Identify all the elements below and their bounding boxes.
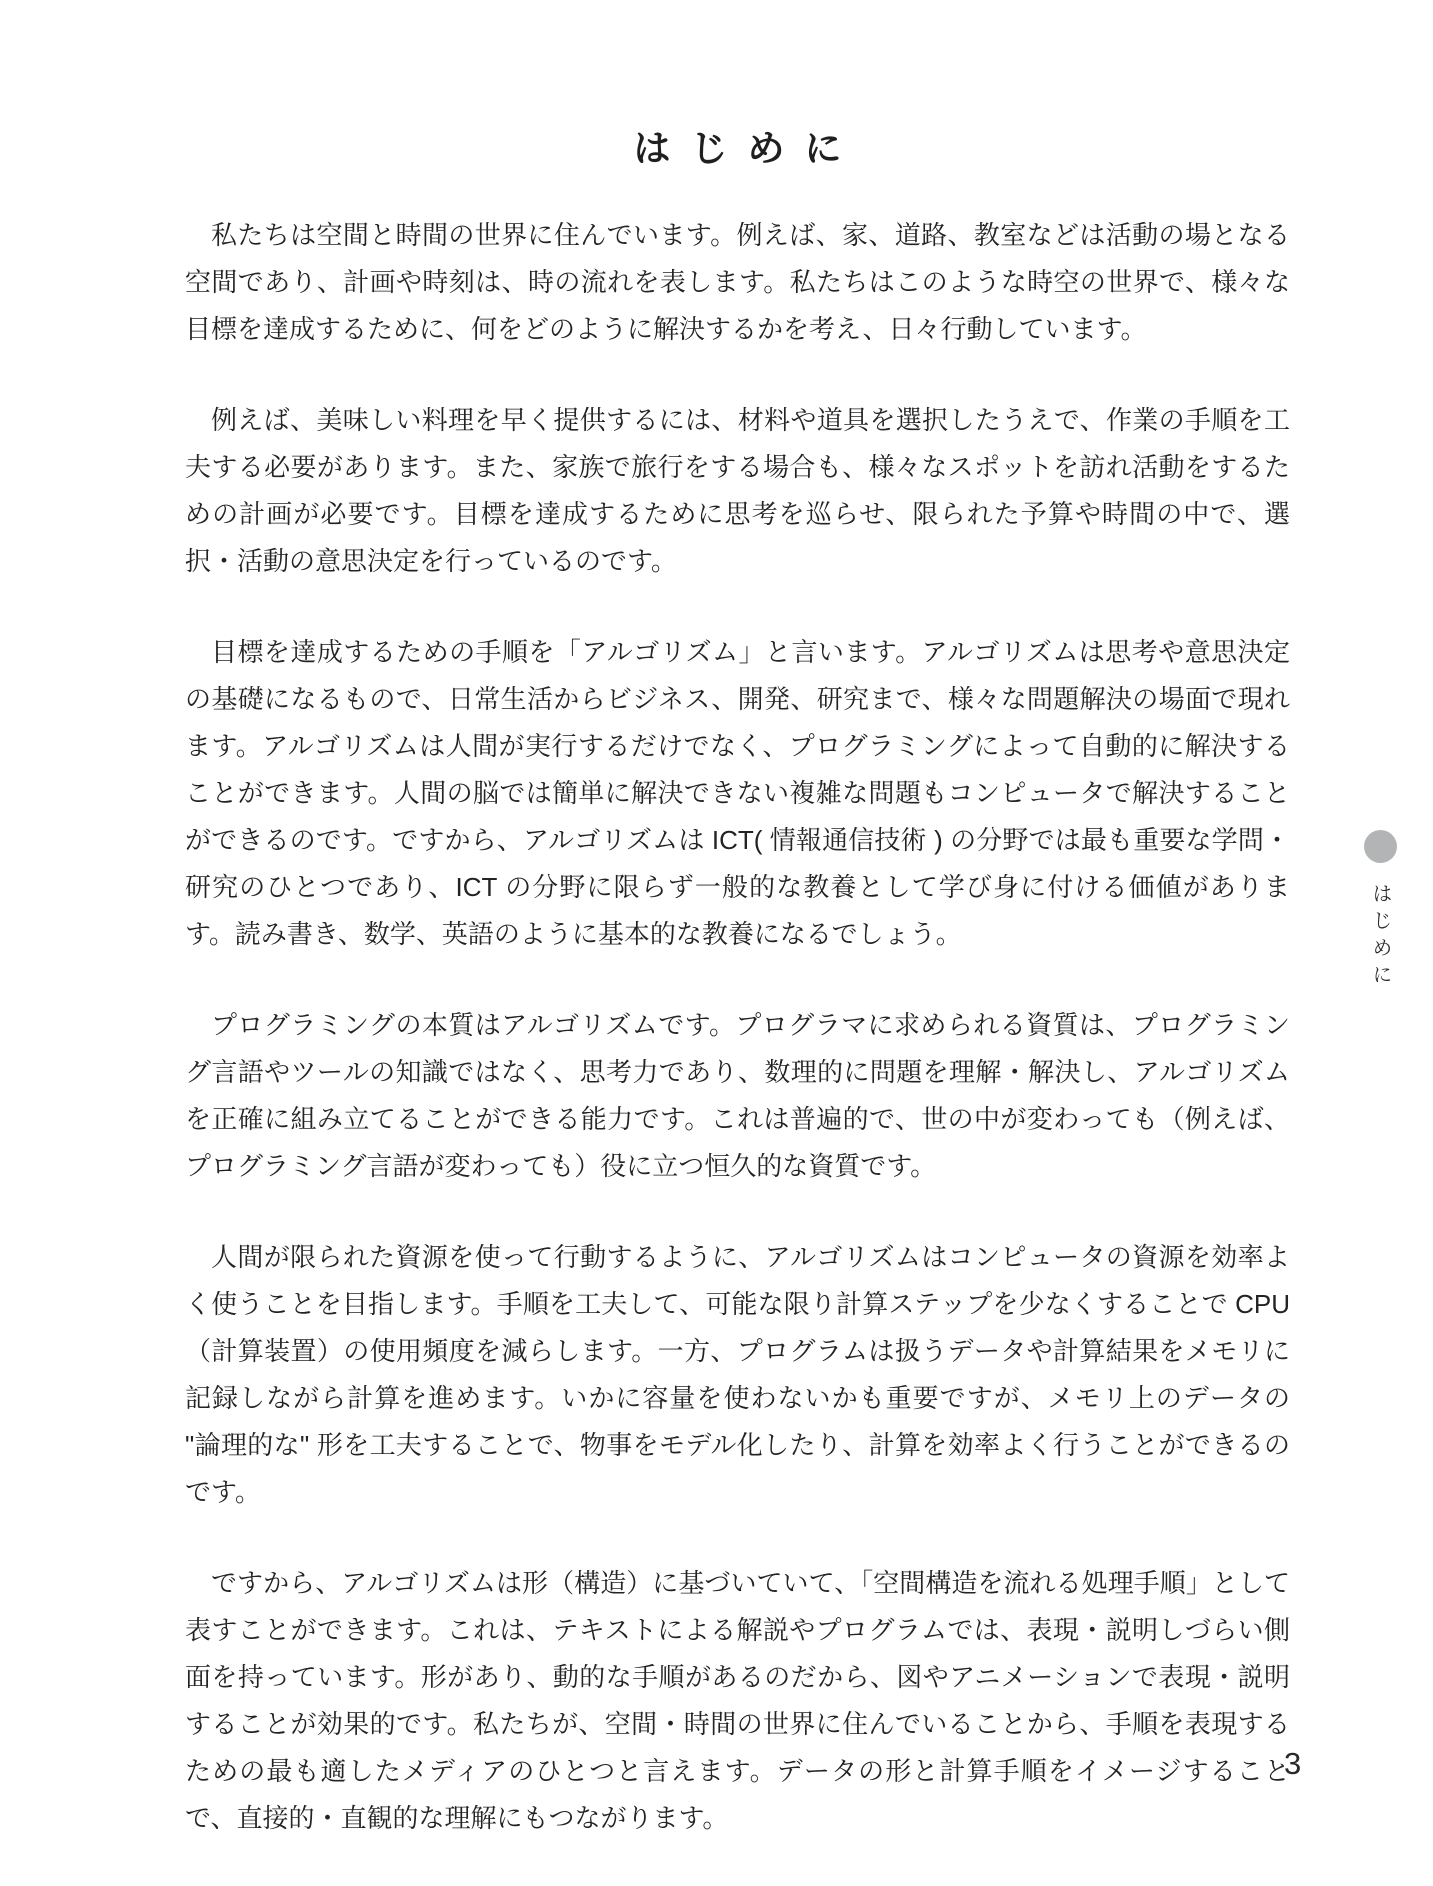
page-number: 3 [1284,1746,1302,1781]
paragraph-6: ですから、アルゴリズムは形（構造）に基づいていて、「空間構造を流れる処理手順」として表すことができます。これは、テキストによる解説やプログラムでは、表現・説明しづらい側面を持っています。形があり、動的な手順があるのだから、図やアニメーションで表現・説明することが効果的です。私たちが、空間・時間の世界に住んでいることから、手順を表現するための最も適したメディアのひとつと言えます。データの形と計算手順をイメージすることで、直接的・直観的な理解にもつながります。 [185,1568,1290,1833]
paragraph-4: プログラミングの本質はアルゴリズムです。プログラマに求められる資質は、プログラミング言語やツールの知識ではなく、思考力であり、数理的に問題を理解・解決し、アルゴリズムを正確に組み立てることができる能力です。これは普遍的で、世の中が変わっても（例えば、プログラミング言語が変わっても）役に立つ恒久的な資質です。 [185,1010,1290,1181]
page-body [185,118,1290,1886]
section-dot-icon [1364,830,1397,863]
paragraph-2: 例えば、美味しい料理を早く提供するには、材料や道具を選択したうえで、作業の手順を工夫する必要があります。また、家族で旅行をする場合も、様々なスポットを訪れ活動をするための計画が必要です。目標を達成するために思考を巡らせ、限られた予算や時間の中で、選択・活動の意思決定を行っているのです。 [185,405,1290,576]
side-tab-label: はじめに [1369,883,1391,991]
chapter-side-tab [1363,830,1397,991]
paragraph-5: 人間が限られた資源を使って行動するように、アルゴリズムはコンピュータの資源を効率よく使うことを目指します。手順を工夫して、可能な限り計算ステップを少なくすることで CPU（計算装置）の使用頻度を減らします。一方、プログラムは扱うデータや計算結果をメモリに記録しながら計算を進めます。いかに容量を使わないかも重要ですが、メモリ上のデータの "論理的な" 形を工夫することで、物事をモデル化したり、計算を効率よく行うことができるのです。 [185,1242,1290,1507]
paragraph-1: 私たちは空間と時間の世界に住んでいます。例えば、家、道路、教室などは活動の場となる空間であり、計画や時刻は、時の流れを表します。私たちはこのような時空の世界で、様々な目標を達成するために、何をどのように解決するかを考え、日々行動しています。 [185,220,1290,344]
page-title: はじめに [633,128,862,169]
paragraph-3: 目標を達成するための手順を「アルゴリズム」と言います。アルゴリズムは思考や意思決定の基礎になるもので、日常生活からビジネス、開発、研究まで、様々な問題解決の場面で現れます。アルゴリズムは人間が実行するだけでなく、プログラミングによって自動的に解決することができます。人間の脳では簡単に解決できない複雑な問題もコンピュータで解決することができるのです。ですから、アルゴリズムは ICT( 情報通信技術 ) の分野では最も重要な学問・研究のひとつであり、ICT の分野に限らず一般的な教養として学び身に付ける価値があります。読み書き、数学、英語のように基本的な教養になるでしょう。 [185,637,1290,949]
